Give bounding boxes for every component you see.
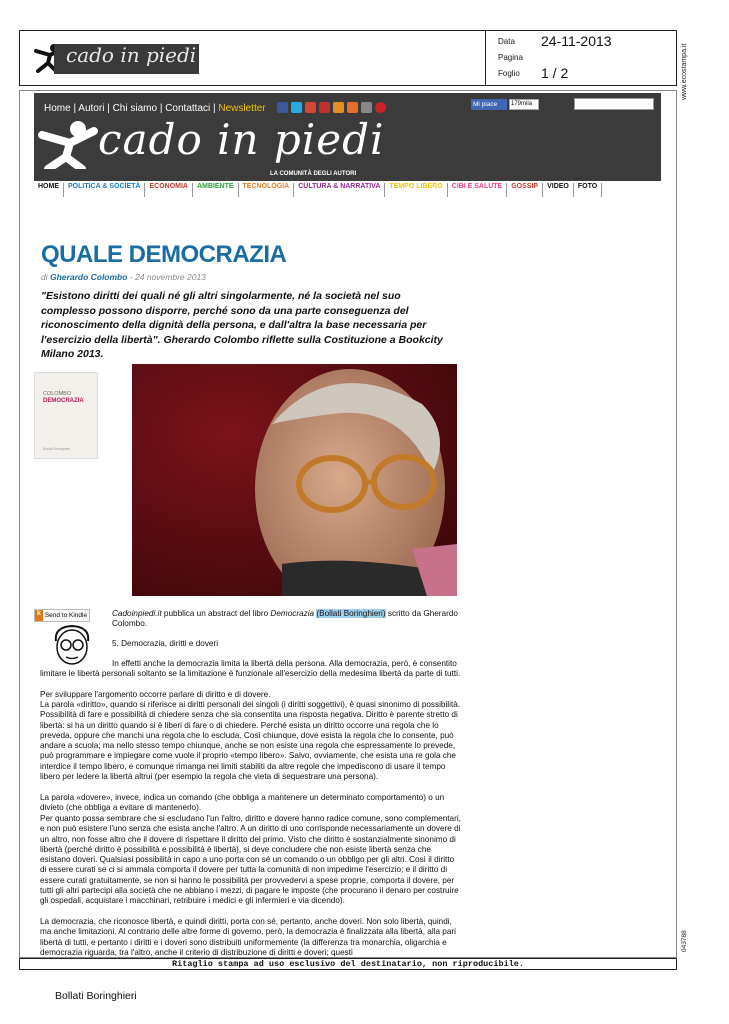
youtube-icon[interactable] — [319, 102, 330, 113]
author-link[interactable]: Gherardo Colombo — [50, 272, 128, 282]
paragraph-6: La democrazia, che riconosce libertà, e quindi diritti, porta con sé, pertanto, anche doveri. Non solo libertà, quindi, ma anche limitazioni. Al contrario delle altre forme di governo, però, la democrazia è finalizzata alla libertà, alla pari libertà di tutti, e pertanto i diritti e i doveri sono distribuiti uniformemente (la differenza tra monarchia, oligarchia e democrazia riguarda, tra l'altro, anche il criterio di distribuzione di diritti e doveri; questi — [40, 917, 456, 957]
jumping-man-logo-icon — [38, 119, 98, 169]
menu-item-tecnologia[interactable]: TECNOLOGIA — [239, 183, 295, 197]
intro-a: pubblica un abstract del libro — [163, 609, 269, 618]
nav-contattaci[interactable]: Contattaci — [165, 103, 211, 114]
top-nav: Home | Autori | Chi siamo | Contattaci | Newsletter — [44, 103, 266, 114]
date-label: Data — [498, 37, 515, 46]
paragraph-5: Per quanto possa sembrare che si escludano l'un l'altro, diritto e dovere hanno radice comune, sono complementari, e non può esistere l'uno senza che esista anche l'altro. A un diritto di uno corrisponde necessariamente un dovere di un altro, non fosse altro che il dovere di rispettare il diritto del primo. Visto che diritto è sostanzialmente sinonimo di libertà (perché diritto è possibilità e possibilità è libertà), si deve concludere che non esiste libertà senza che esistano doveri. Qualsiasi possibilità in capo a uno porta con sé un comando o un obbligo per gli altri. Così il diritto di essere curati se ci si ammala comporta il dovere per tutta la comunità di non impedirne l'esercizio; e il diritto di essere curati gratuitamente, se non si hanno le possibilità per provvedervi a spese proprie, comporta il dovere, per tutti gli altri partecipi alla società che ne abbiano i mezzi, di pagare le imposte (che procurano il denaro per costruire gli ospedali, acquistare i macchinari, retribuire i medici e gli infermieri e via dicendo). — [40, 814, 461, 906]
paragraph-3: La parola «diritto», quando si riferisce ai diritti personali dei singoli (i diritti soggettivi), è quasi sinonimo di possibilità. Possibilità di fare e possibilità di chiedere senza che sia consentita una risposta negativa. Diritto è parente stretto di libertà: si ha un diritto quando si è liberi di fare o di chiedere. Perché esista un diritto occorre una regola che lo preveda, oppure che manchi una regola che lo escluda. Così chiunque, dove esista la regola che lo consente, può andare a scuola; ma nello stesso tempo chiunque, anche se non esiste una regola che espressamente lo prevede, può programmare e impiegare come vuole il proprio «tempo libero». Salvo, ovviamente, che esista una re gola che interdice il tempo libero, e comunque rimanga nei limiti stabiliti da altre regole che impediscono di usare il tempo libero per ledere la libertà altrui (per esempio la regola che vieta di sequestrare una persona). — [40, 700, 461, 782]
send-to-kindle-button[interactable] — [34, 609, 90, 622]
site-logo-text: cado in piedi — [98, 115, 385, 164]
intro-site: Cadoinpiedi.it — [112, 609, 162, 618]
menu-item-politica-societ[interactable]: POLITICA & SOCIETÀ — [64, 183, 145, 197]
kindle-icon: k — [35, 610, 43, 621]
paragraph-2: Per sviluppare l'argomento occorre parlare di diritto e di dovere. — [40, 690, 271, 699]
book-publisher: Bollati Boringhieri — [43, 447, 71, 451]
byline-prefix: di — [41, 272, 48, 282]
paragraph-4: La parola «dovere», invece, indica un comando (che obbliga a mantenere un determinato comportamento) o un divieto (che obbliga a evitare di mantenerlo). — [40, 793, 445, 813]
menu-item-cibi-e-salute[interactable]: CIBI E SALUTE — [448, 183, 508, 197]
facebook-icon[interactable] — [277, 102, 288, 113]
author-portrait — [132, 364, 457, 596]
article-lead: "Esistono diritti dei quali né gli altri singolarmente, né la società nel suo complesso possono disporre, perché sono da una parte conseguenza del riconoscimento della dignità della persona, e dall'altra la base necessaria per l'esercizio della libertà". Gherardo Colombo riflette sulla Costituzione a Bookcity Milano 2013. — [41, 290, 443, 360]
menu-item-gossip[interactable]: GOSSIP — [507, 183, 543, 197]
header-meta — [486, 31, 677, 85]
book-title: DEMOCRAZIA — [43, 398, 84, 404]
intro-book: Democrazia — [270, 609, 315, 618]
page-label: Pagina — [498, 53, 523, 62]
clipping-code: 043788 — [681, 930, 688, 952]
site-banner — [34, 93, 661, 181]
author-photo — [132, 364, 457, 596]
clipped-webpage — [19, 90, 677, 958]
rss-icon[interactable] — [333, 102, 344, 113]
article-title: QUALE DEMOCRAZIA — [41, 241, 287, 268]
like-count: 179mila — [509, 99, 539, 110]
intro-text — [112, 609, 462, 630]
category-menu — [34, 183, 661, 197]
like-label: Mi piace — [473, 101, 498, 108]
nav-autori[interactable]: Autori — [78, 103, 105, 114]
publisher-name: Bollati Boringhieri — [55, 990, 137, 1002]
book-author: COLOMBO — [43, 391, 72, 397]
search-input[interactable] — [574, 98, 654, 110]
date-value: 24-11-2013 — [541, 33, 612, 49]
twitter-icon[interactable] — [291, 102, 302, 113]
article-date: - 24 novembre 2013 — [129, 272, 206, 282]
clipping-header — [19, 30, 677, 86]
pinterest-icon[interactable] — [375, 102, 386, 113]
section-heading: 5. Democrazia, diritti e doveri — [112, 639, 219, 648]
menu-item-ambiente[interactable]: AMBIENTE — [193, 183, 239, 197]
header-logo-cell — [20, 31, 486, 85]
nav-newsletter[interactable]: Newsletter — [218, 103, 266, 114]
paragraph-1: In effetti anche la democrazia limita la libertà della persona. Alla democrazia, però, è consentito limitare le libertà personali soltanto se la limitazione è funzionale all'esercizio della medesima libertà da parte di tutti. — [40, 659, 461, 679]
menu-item-home[interactable]: HOME — [34, 183, 64, 197]
intro-b: scritto da Gherardo Colombo. — [112, 609, 458, 629]
google-plus-icon[interactable] — [305, 102, 316, 113]
menu-item-cultura-narrativa[interactable]: CULTURA & NARRATIVA — [294, 183, 385, 197]
menu-item-tempo-libero[interactable]: TEMPO LIBERO — [385, 183, 447, 197]
byline — [41, 272, 206, 282]
ecostampa-url: www.ecostampa.it — [681, 43, 688, 100]
clipping-footer: Ritaglio stampa ad uso esclusivo del destinatario, non riproducibile. — [19, 958, 677, 970]
intro-publisher-link[interactable]: (Bollati Boringhieri) — [316, 609, 386, 618]
nav-home[interactable]: Home — [44, 103, 71, 114]
nav-chi-siamo[interactable]: Chi siamo — [112, 103, 158, 114]
sheet-label: Foglio — [498, 69, 520, 78]
sheet-value: 1 / 2 — [541, 65, 569, 81]
site-tagline: LA COMUNITÀ DEGLI AUTORI — [270, 171, 357, 177]
menu-item-video[interactable]: VIDEO — [543, 183, 574, 197]
camera-icon[interactable] — [361, 102, 372, 113]
kindle-label: Send to Kindle — [44, 612, 88, 619]
header-logo-text: cado in piedi — [66, 43, 197, 67]
soundcloud-icon[interactable] — [347, 102, 358, 113]
menu-item-economia[interactable]: ECONOMIA — [145, 183, 193, 197]
menu-item-foto[interactable]: FOTO — [574, 183, 602, 197]
like-button[interactable] — [471, 99, 507, 110]
book-cover — [34, 372, 98, 459]
